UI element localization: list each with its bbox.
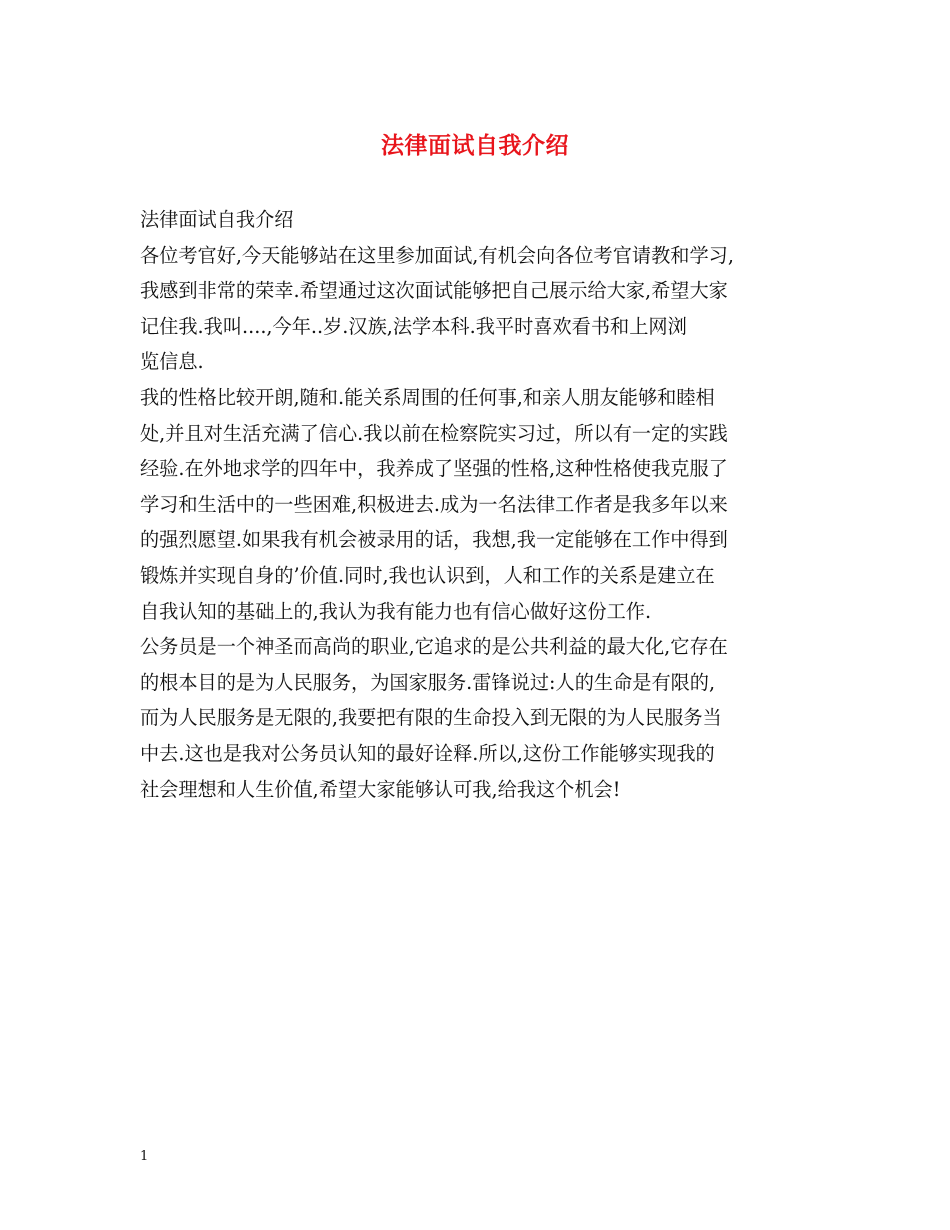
text-line: 我感到非常的荣幸.希望通过这次面试能够把自己展示给大家,希望大家 — [140, 279, 728, 303]
text-line: 的根本目的是为人民服务，为国家服务.雷锋说过:人的生命是有限的, — [140, 670, 716, 694]
text-line: 而为人民服务是无限的,我要把有限的生命投入到无限的为人民服务当 — [140, 706, 722, 730]
text-line: 社会理想和人生价值,希望大家能够认可我,给我这个机会! — [140, 777, 621, 801]
page-number: 1 — [140, 1149, 149, 1164]
text-line: 自我认知的基础上的,我认为我有能力也有信心做好这份工作. — [140, 599, 652, 623]
text-line: 中去.这也是我对公务员认知的最好诠释.所以,这份工作能够实现我的 — [140, 741, 715, 765]
text-line: 学习和生活中的一些困难,积极进去.成为一名法律工作者是我多年以来 — [140, 492, 728, 516]
text-line: 的强烈愿望.如果我有机会被录用的话，我想,我一定能够在工作中得到 — [140, 528, 728, 552]
text-line: 览信息. — [140, 350, 204, 374]
text-line: 我的性格比较开朗,随和.能关系周围的任何事,和亲人朋友能够和睦相 — [140, 385, 715, 409]
text-line: 处,并且对生活充满了信心.我以前在检察院实习过，所以有一定的实践 — [140, 421, 728, 445]
text-line: 经验.在外地求学的四年中，我养成了坚强的性格,这种性格使我克服了 — [140, 457, 728, 481]
text-line: 锻炼并实现自身的’价值.同时,我也认识到，人和工作的关系是建立在 — [140, 563, 715, 587]
document-body — [140, 202, 820, 807]
text-line: 记住我.我叫....,今年..岁.汉族,法学本科.我平时喜欢看书和上网浏 — [140, 314, 687, 338]
text-line: 公务员是一个神圣而高尚的职业,它追求的是公共利益的最大化,它存在 — [140, 635, 728, 659]
document-title: 法律面试自我介绍 — [381, 132, 569, 159]
text-line: 各位考官好,今天能够站在这里参加面试,有机会向各位考官请教和学习, — [140, 243, 734, 267]
text-line: 法律面试自我介绍 — [140, 208, 294, 231]
